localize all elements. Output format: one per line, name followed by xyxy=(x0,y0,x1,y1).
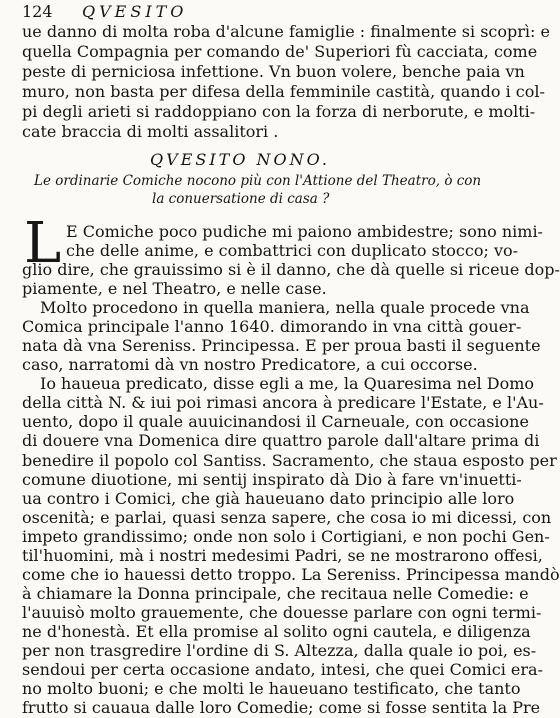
drop-cap: L xyxy=(24,211,62,276)
text-line: piamente, e nel Theatro, e nelle case. xyxy=(22,279,327,299)
text-line: Molto procedono in quella maniera, nella quale procede vna xyxy=(40,298,530,318)
text-line: Comica principale l'anno 1640. dimorando in vna città gouer- xyxy=(22,317,522,337)
text-line: ne d'honestà. Et ella promise al solito ogni cautela, e diligenza xyxy=(22,621,531,641)
text-line: uento, dopo il quale auuicinandosi il Carneuale, con occasione xyxy=(22,412,529,432)
running-header xyxy=(22,2,462,22)
text-line: caso, narratomi dà vn nostro Predicatore, a cui occorse. xyxy=(22,355,478,375)
section-heading: QVESITO NONO. xyxy=(150,150,330,169)
text-line: ua contro i Comici, che già haueuano dato principio alle loro xyxy=(22,488,515,508)
text-line: come che io hauessi detto troppo. La Sereniss. Principessa mandò xyxy=(22,564,560,584)
text-line: peste di perniciosa infettione. Vn buon volere, benche paia vn xyxy=(22,62,525,81)
text-line: glio dire, che grauissimo si è il danno, che dà quelle si riceue dop- xyxy=(22,260,560,280)
text-line: frutto si cauaua dalle loro Comedie; come si fosse sentita la Pre xyxy=(22,698,541,717)
text-line: nata dà vna Sereniss. Principessa. E per proua basti il seguente xyxy=(22,336,541,356)
text-line: comune diuotione, mi sentij inspirato dà Dio à fare vn'inuetti- xyxy=(22,469,522,489)
text-line: ue danno di molta roba d'alcune famiglie : finalmente si scoprì: e xyxy=(22,22,550,41)
page-number: 124 xyxy=(22,2,53,21)
text-line: à chiamare la Donna principale, che recitaua nelle Comedie: e xyxy=(22,583,529,603)
text-line: E Comiche poco pudiche mi paiono ambidestre; sono nimi- xyxy=(66,222,543,241)
text-line: pi degli arieti si raddoppiano con la forza di nerborute, e molti- xyxy=(22,102,536,121)
text-line: della città N. & iui poi rimasi ancora à predicare l'Estate, e l'Au- xyxy=(22,393,544,413)
text-line: quella Compagnia per comando de' Superiori fù cacciata, come xyxy=(22,42,538,61)
text-line: muro, non basta per difesa della femminile castità, quando i col- xyxy=(22,82,545,101)
text-line: l'auuisò molto grauemente, che douesse parlare con ogni termi- xyxy=(22,602,542,622)
text-line: per non trasgredire l'ordine di S. Altezza, dalla quale io poi, es- xyxy=(22,640,537,660)
running-title: QVESITO xyxy=(82,2,188,21)
text-line: til'huomini, mà i nostri medesimi Padri, se ne mostrarono offesi, xyxy=(22,545,543,565)
section-subtitle: Le ordinarie Comiche nocono più con l'Attione del Theatro, ò con xyxy=(34,173,482,189)
section-subtitle: la conuersatione di casa ? xyxy=(152,191,330,207)
text-line: no molto buoni; e che molti le haueuano testificato, che tanto xyxy=(22,679,521,698)
text-line: benedire il popolo col Santiss. Sacramento, che staua esposto per xyxy=(22,450,557,470)
text-line: Io haueua predicato, disse egli a me, la Quaresima nel Domo xyxy=(40,374,535,394)
text-line: oscenità; e parlai, quasi senza sapere, che cosa io mi dicessi, con xyxy=(22,507,552,527)
text-line: impeto grandissimo; onde non solo i Cortigiani, e non pochi Gen- xyxy=(22,526,550,546)
text-line: sendoui per certa occasione andato, intesi, che quei Comici era- xyxy=(22,659,543,679)
text-line: che delle anime, e combattrici con duplicato stocco; vo- xyxy=(66,241,519,260)
text-line: cate braccia di molti assalitori . xyxy=(22,122,279,141)
text-line: di douere vna Domenica dire quattro parole dall'altare prima di xyxy=(22,431,540,451)
